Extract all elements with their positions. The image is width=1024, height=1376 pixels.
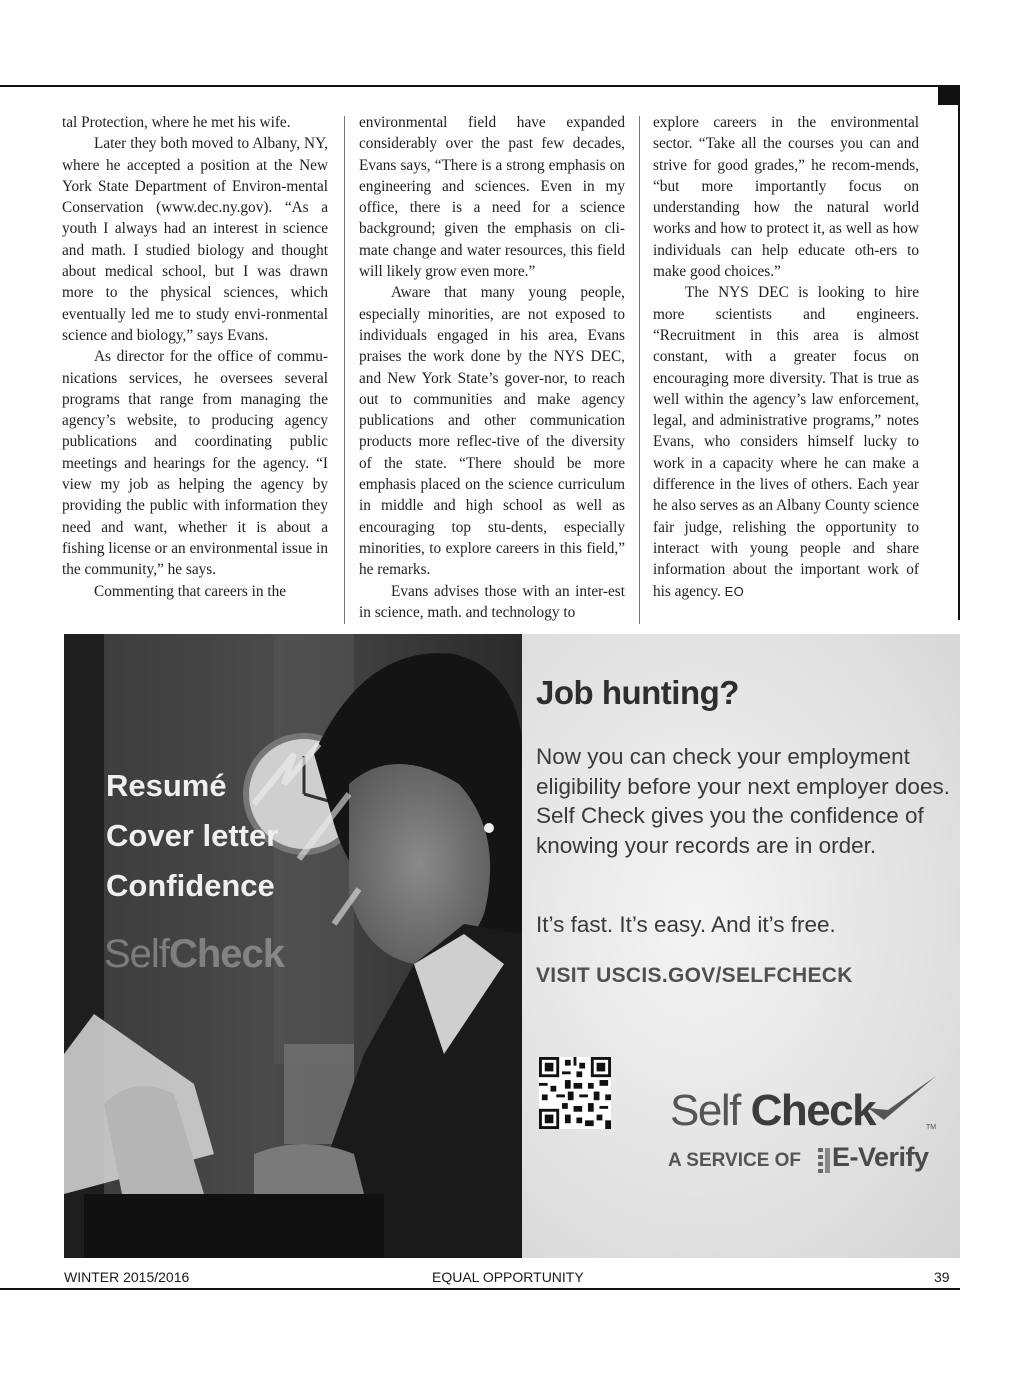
ad-headline: Job hunting? <box>536 674 739 711</box>
page-number: 39 <box>934 1269 950 1285</box>
paragraph: explore careers in the environmental sector. “Take all the courses you can and strive for good grades,” he recom-mends, “but more importantly focus on understanding how the natural world works and how to protect it, as well as how individuals can help educate oth-ers to make good choices.” <box>653 114 919 281</box>
paragraph: tal Protection, where he met his wife. <box>62 114 291 131</box>
ad-text-panel <box>522 634 960 1258</box>
everify-mark-icon <box>818 1146 832 1174</box>
service-of-label: A SERVICE OF <box>668 1150 802 1171</box>
column-divider <box>639 116 640 624</box>
paragraph: Commenting that careers in the <box>94 582 287 600</box>
trademark: TM <box>926 1124 937 1131</box>
article-column-3 <box>653 112 919 624</box>
paragraph: Evans advises those with an inter-est in science, math. and technology to <box>359 582 625 621</box>
article-column-1 <box>62 112 328 624</box>
paragraph: Aware that many young people, especially minorities, are not exposed to individuals engaged in his area, Evans praises the work done by the NYS DEC, and New York State’s gover-nor, to reach out to communities and make agency publications and other communication products more reflec-tive of the diversity of the state. “There should be more emphasis placed on the science curriculum in middle and high school as well as encouraging top stu-dents, especially minorities, to explore careers in this field,” he remarks. <box>359 284 625 579</box>
ad-body: Now you can check your employment eligibility before your next employer does. Self Check gives you the confidence of knowing your records are in order. <box>536 744 950 858</box>
ad-url: VISIT USCIS.GOV/SELFCHECK <box>536 964 853 987</box>
advertisement <box>64 634 960 1258</box>
photo-line-cover-letter: Cover letter <box>106 818 279 853</box>
photo-line-confidence: Confidence <box>106 868 275 903</box>
desk-folder <box>84 1194 384 1258</box>
footer-issue: WINTER 2015/2016 <box>64 1269 190 1285</box>
corner-block <box>938 87 960 105</box>
logo-check: Check <box>750 1086 876 1135</box>
end-mark: EO <box>724 583 745 599</box>
paragraph: Later they both moved to Albany, NY, where he accepted a position at the New York State Department of Environ-mental Conservation (www.dec.ny.gov). “As a youth I always had an interest in science and math. I studied biology and thought about medical school, but I was drawn more to the physical sciences, which eventually led me to study envi-ronmental science and biology,” says Evans. <box>62 135 328 344</box>
photo-line-resume: Resumé <box>106 768 227 803</box>
photo-selfcheck-logo <box>104 932 284 977</box>
qr-code-icon <box>539 1057 611 1129</box>
right-column-rule <box>958 105 960 620</box>
photo-logo-check: Check <box>168 932 284 976</box>
checkmark-icon <box>860 1074 940 1124</box>
article-column-2 <box>359 112 625 624</box>
footer-magazine: EQUAL OPPORTUNITY <box>432 1269 584 1285</box>
everify-logo: E-Verify <box>832 1142 929 1172</box>
logo-self: Self <box>670 1086 740 1135</box>
bottom-rule <box>0 1288 960 1290</box>
ad-tagline: It’s fast. It’s easy. And it’s free. <box>536 912 836 937</box>
paragraph-text: The NYS DEC is looking to hire more scientists and engineers. “Recruitment in this area is almost constant, with a greater focus on encouraging more diversity. That is true as well within the agency’s law enforcement, legal, and administrative programs,” notes Evans, who considers himself lucky to work in a capacity where he can make a difference in the lives of others. Each year he also serves as an Albany County science fair judge, relishing the opportunity to interact with young people and share information about the important work of his agency. <box>653 284 919 600</box>
column-divider <box>344 116 345 624</box>
selfcheck-logo <box>670 1086 875 1136</box>
paragraph: As director for the office of commu-nications services, he oversees several programs that range from managing the agency’s website, to producing agency publications and coordinating public meetings and hearings for the agency. “I view my job as helping the agency by providing the public with information they need and want, whether it is about a fishing license or an environmental issue in the community,” he says. <box>62 348 328 579</box>
paragraph: environmental field have expanded considerably over the past few decades, Evans says, “There is a strong emphasis on engineering and sciences. Even in my office, there is a need for a science background; given the emphasis on cli-mate change and water resources, this field will likely grow even more.” <box>359 114 625 281</box>
paragraph <box>653 282 919 601</box>
photo-logo-self: Self <box>104 932 169 976</box>
ad-photo <box>64 634 522 1258</box>
top-rule <box>0 85 960 87</box>
